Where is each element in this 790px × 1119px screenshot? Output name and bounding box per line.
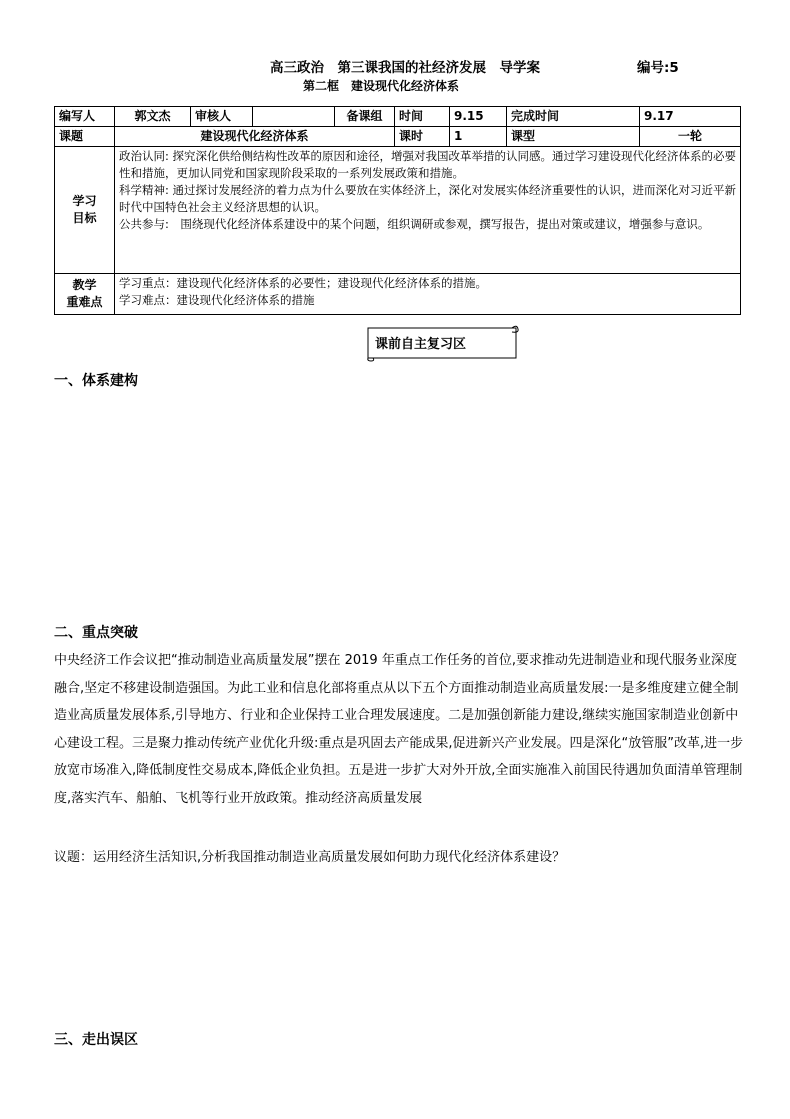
review-area-banner bbox=[366, 324, 516, 358]
reviewer-value bbox=[253, 107, 335, 127]
info-table bbox=[54, 106, 741, 315]
table-row bbox=[55, 127, 741, 147]
document-title: 高三政治 第三课我国的社经济发展 导学案 bbox=[270, 60, 540, 76]
keypoints-label bbox=[55, 274, 115, 315]
period-label: 课时 bbox=[395, 127, 450, 147]
time-label: 时间 bbox=[395, 107, 450, 127]
author-label: 编写人 bbox=[55, 107, 115, 127]
section-heading-framework: 一、体系建构 bbox=[54, 373, 138, 389]
document-subtitle: 第二框 建设现代化经济体系 bbox=[303, 79, 460, 93]
finish-label: 完成时间 bbox=[507, 107, 640, 127]
section-heading-key-points: 二、重点突破 bbox=[54, 625, 138, 641]
finish-value: 9.17 bbox=[640, 107, 741, 127]
goal-political: 政治认同: 探究深化供给侧结构性改革的原因和途径，增强对我国改革举措的认同感。通过学习建设现代化经济体系的必要性和措施，更加认同党和国家现阶段采取的一系列发展政策和措施。 bbox=[119, 149, 737, 180]
goals-label-top: 学习 bbox=[72, 194, 97, 208]
reviewer-label: 审核人 bbox=[191, 107, 253, 127]
topic-label: 课题 bbox=[55, 127, 115, 147]
goals-label-bottom: 目标 bbox=[72, 211, 97, 225]
keypoints-label-bottom: 重难点 bbox=[66, 295, 103, 309]
document-number: 编号:5 bbox=[637, 60, 679, 76]
goal-participation: 公共参与: 围绕现代化经济体系建设中的某个问题，组织调研或参观，撰写报告，提出对策或建议，增强参与意识。 bbox=[119, 217, 710, 231]
section-heading-misconceptions: 三、走出误区 bbox=[54, 1032, 138, 1048]
keypoint-focus: 学习重点：建设现代化经济体系的必要性；建设现代化经济体系的措施。 bbox=[119, 276, 487, 290]
keypoints-label-top: 教学 bbox=[72, 278, 97, 292]
discussion-question: 议题：运用经济生活知识,分析我国推动制造业高质量发展如何助力现代化经济体系建设？ bbox=[54, 850, 566, 865]
goal-science: 科学精神: 通过探讨发展经济的着力点为什么要放在实体经济上，深化对发展实体经济重要性的认识，进而深化对习近平新时代中国特色社会主义经济思想的认识。 bbox=[119, 183, 737, 214]
topic-value: 建设现代化经济体系 bbox=[115, 127, 395, 147]
table-row bbox=[55, 147, 741, 274]
time-value: 9.15 bbox=[450, 107, 507, 127]
keypoints-content bbox=[115, 274, 741, 315]
goals-label bbox=[55, 147, 115, 274]
type-label: 课型 bbox=[507, 127, 640, 147]
table-row bbox=[55, 274, 741, 315]
keypoint-difficulty: 学习难点：建设现代化经济体系的措施 bbox=[119, 293, 315, 307]
table-row bbox=[55, 107, 741, 127]
key-points-passage: 中央经济工作会议把“推动制造业高质量发展”摆在 2019 年重点工作任务的首位,要求推动先进制造业和现代服务业深度融合,坚定不移建设制造强国。为此工业和信息化部将重点从以下五个方面推动制造业高质量发展:一是多维度建立健全制造业高质量发展体系,引导地方、行业和企业保持工业合理发展速度。二是加强创新能力建设,继续实施国家制造业创新中心建设工程。三是聚力推动传统产业优化升级:重点是巩固去产能成果,促进新兴产业发展。四是深化“放管服”改革,进一步放宽市场准入,降低制度性交易成本,降低企业负担。五是进一步扩大对外开放,全面实施准入前国民待遇加负面清单管理制度,落实汽车、船舶、飞机等行业开放政策。推动经济高质量发展 bbox=[54, 653, 744, 806]
period-value: 1 bbox=[450, 127, 507, 147]
type-value: 一轮 bbox=[640, 127, 741, 147]
banner-label: 课前自主复习区 bbox=[375, 337, 467, 352]
group-label: 备课组 bbox=[335, 107, 395, 127]
goals-content bbox=[115, 147, 741, 274]
author-value: 郭文杰 bbox=[115, 107, 191, 127]
